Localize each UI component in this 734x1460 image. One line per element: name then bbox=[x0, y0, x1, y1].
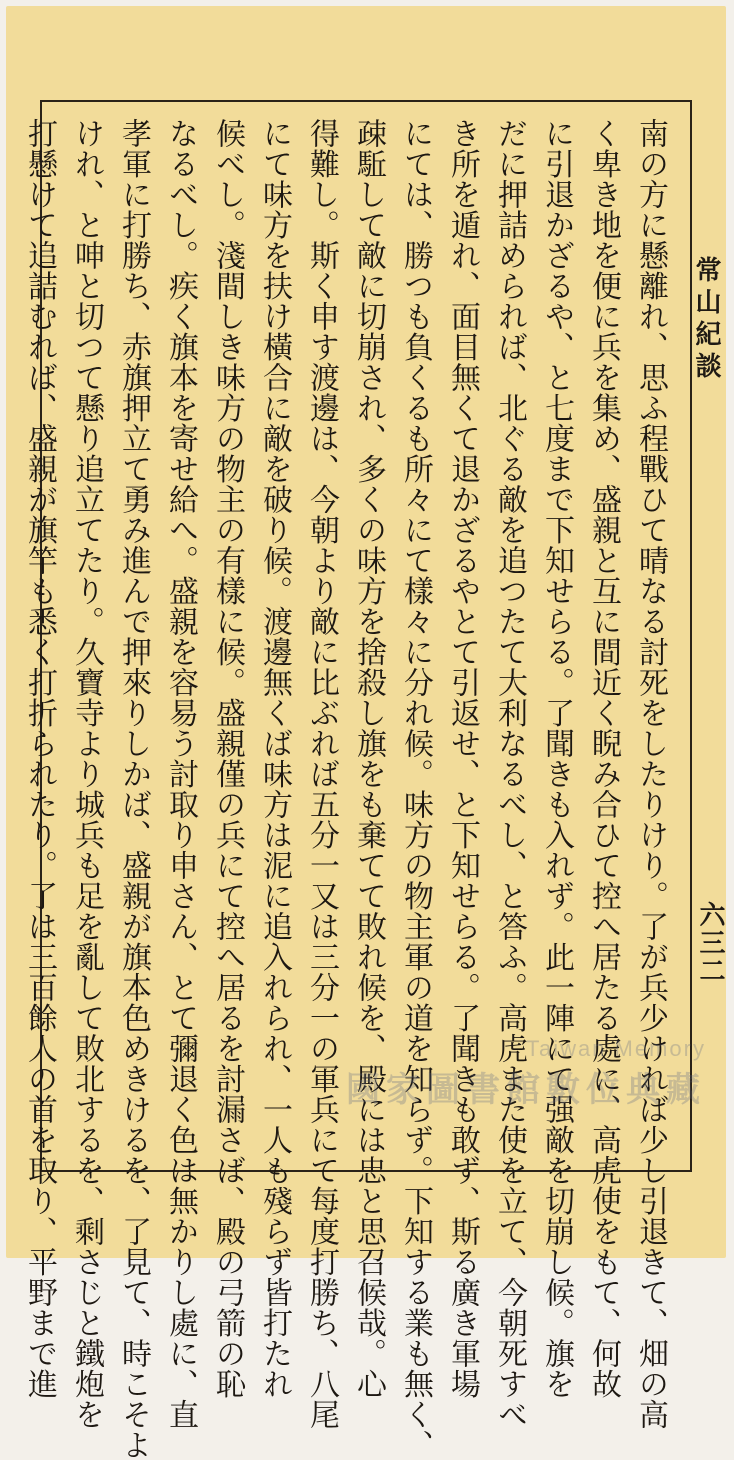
text-column-13: けれ、と呻と切つて懸り追立てたり。久寶寺より城兵も足を亂して敗北するを、剩さじと鐵炮を bbox=[69, 118, 104, 1430]
watermark-kanji: 國家圖書館數位典藏 bbox=[346, 1071, 706, 1109]
text-column-4: だに押詰められば、北ぐる敵を追つたて大利なるべし、と答ふ。高虎また使を立て、今朝死すべ bbox=[492, 118, 527, 1430]
text-column-10: 候べし。淺間しき味方の物主の有樣に候。盛親僅の兵にて控へ居るを討漏さば、殿の弓箭の恥 bbox=[210, 118, 245, 1399]
page-number: 六三二 bbox=[695, 901, 725, 985]
text-column-3: に引退かざるや、と七度まで下知せらる。了聞きも入れず。此一陣にて强敵を切崩し候。旗を bbox=[539, 118, 574, 1399]
text-column-7: 疎駈して敵に切崩され、多くの味方を捨殺し旗をも棄てて敗れ候を、殿には忠と思召候哉。心 bbox=[351, 118, 386, 1399]
text-column-12: 孝軍に打勝ち、赤旗押立て勇み進んで押來りしかば、盛親が旗本色めきけるを、了見て、時こそよ bbox=[116, 118, 151, 1460]
text-column-6: にては、勝つも負くるも所々にて樣々に分れ候。味方の物主軍の道を知らず。下知する業も無く、 bbox=[398, 118, 433, 1460]
text-column-5: き所を遁れ、面目無くて退かざるやとて引返せ、と下知せらる。了聞きも敢ず、斯る廣き軍場 bbox=[445, 118, 480, 1399]
book-page bbox=[6, 6, 726, 1460]
book-title: 常山紀談 bbox=[691, 256, 721, 384]
text-column-9: にて味方を扶け橫合に敵を破り候。渡邊無くば味方は泥に追入れられ、一人も殘らず皆打たれ bbox=[257, 118, 292, 1399]
text-column-2: く卑き地を便に兵を集め、盛親と互に間近く睨み合ひて控へ居たる處に、高虎使をもて、何故 bbox=[586, 118, 621, 1399]
library-watermark bbox=[306, 1036, 706, 1111]
text-column-8: 得難し。斯く申す渡邊は、今朝より敵に比ぶれば五分一又は三分一の軍兵にて每度打勝ち、八尾 bbox=[304, 118, 339, 1430]
text-column-14: 打懸けて追詰むれば、盛親が旗竿も悉く打折られたり。了は三百餘人の首を取り、平野まで進 bbox=[22, 118, 57, 1399]
text-column-1: 南の方に懸離れ、思ふ程戰ひて晴なる討死をしたりけり。了が兵少ければ少し引退きて、畑の高 bbox=[633, 118, 668, 1430]
text-column-11: なるべし。疾く旗本を寄せ給へ。盛親を容易う討取り申さん、とて彌退く色は無かりし處に、直 bbox=[163, 118, 198, 1430]
watermark-latin: Taiwan Memory bbox=[525, 1036, 706, 1061]
body-text bbox=[22, 118, 674, 1460]
